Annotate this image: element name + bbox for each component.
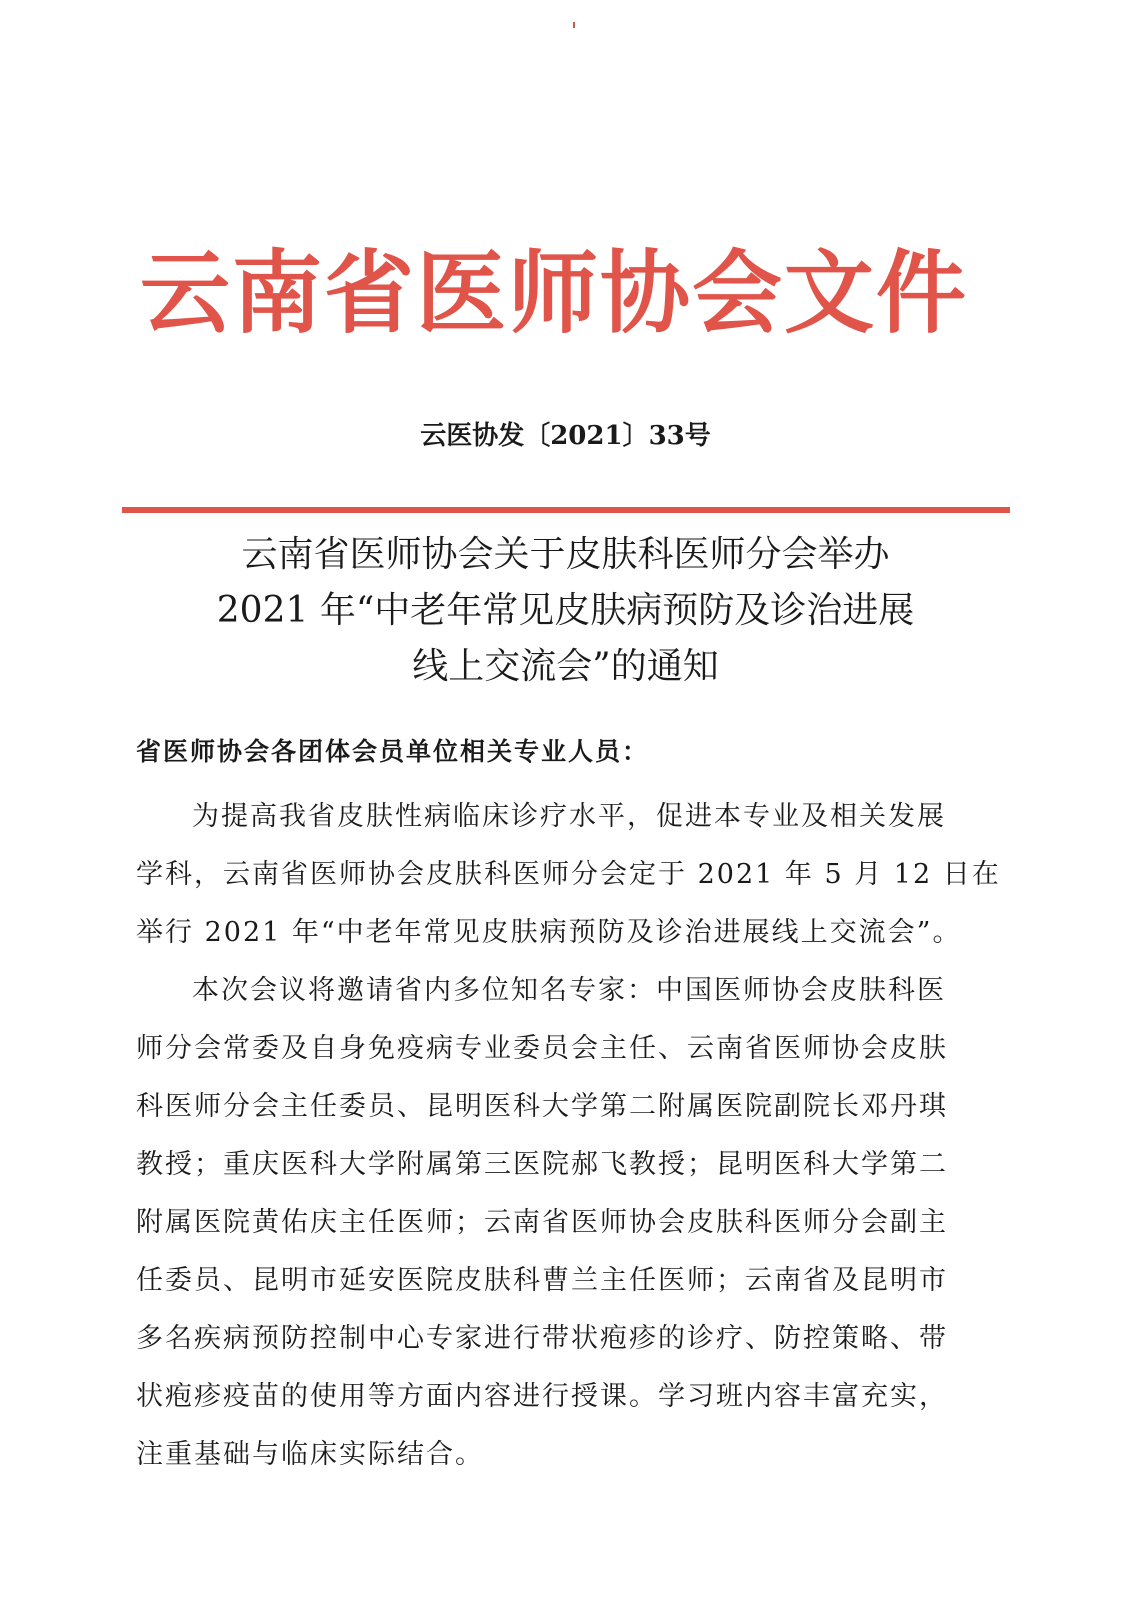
paragraph-line: 状疱疹疫苗的使用等方面内容进行授课。学习班内容丰富充实， — [136, 1381, 948, 1412]
red-divider-line — [122, 507, 1010, 513]
salutation: 省医师协会各团体会员单位相关专业人员： — [136, 737, 650, 766]
paragraph-line: 科医师分会主任委员、昆明医科大学第二附属医院副院长邓丹琪 — [136, 1091, 948, 1122]
paragraph-line: 多名疾病预防控制中心专家进行带状疱疹的诊疗、防控策略、带 — [136, 1323, 948, 1354]
notice-title-line: 2021 年“中老年常见皮肤病预防及诊治进展 — [216, 590, 915, 631]
paragraph-line: 注重基础与临床实际结合。 — [136, 1439, 484, 1470]
paragraph-line: 举行 2021 年“中老年常见皮肤病预防及诊治进展线上交流会”。 — [136, 917, 962, 948]
paragraph-2 — [136, 962, 1006, 1484]
masthead-title: 云南省医师协会文件 — [140, 240, 968, 346]
top-page-mark — [573, 22, 575, 28]
notice-title-line: 云南省医师协会关于皮肤科医师分会举办 — [241, 534, 890, 575]
paragraph-line: 学科，云南省医师协会皮肤科医师分会定于 2021 年 5 月 12 日在 — [136, 859, 1001, 890]
paragraph-line: 附属医院黄佑庆主任医师；云南省医师协会皮肤科医师分会副主 — [136, 1207, 948, 1238]
notice-title — [90, 527, 1041, 695]
paragraph-line: 为提高我省皮肤性病临床诊疗水平，促进本专业及相关发展 — [192, 801, 946, 832]
paragraph-line: 师分会常委及自身免疫病专业委员会主任、云南省医师协会皮肤 — [136, 1033, 948, 1064]
document-number: 云医协发〔2021〕33号 — [420, 421, 711, 451]
notice-title-line: 线上交流会”的通知 — [412, 646, 719, 687]
paragraph-line: 任委员、昆明市延安医院皮肤科曹兰主任医师；云南省及昆明市 — [136, 1265, 948, 1296]
paragraph-line: 本次会议将邀请省内多位知名专家：中国医师协会皮肤科医 — [192, 975, 946, 1006]
paragraph-line: 教授；重庆医科大学附属第三医院郝飞教授；昆明医科大学第二 — [136, 1149, 948, 1180]
paragraph-1 — [136, 788, 1006, 962]
